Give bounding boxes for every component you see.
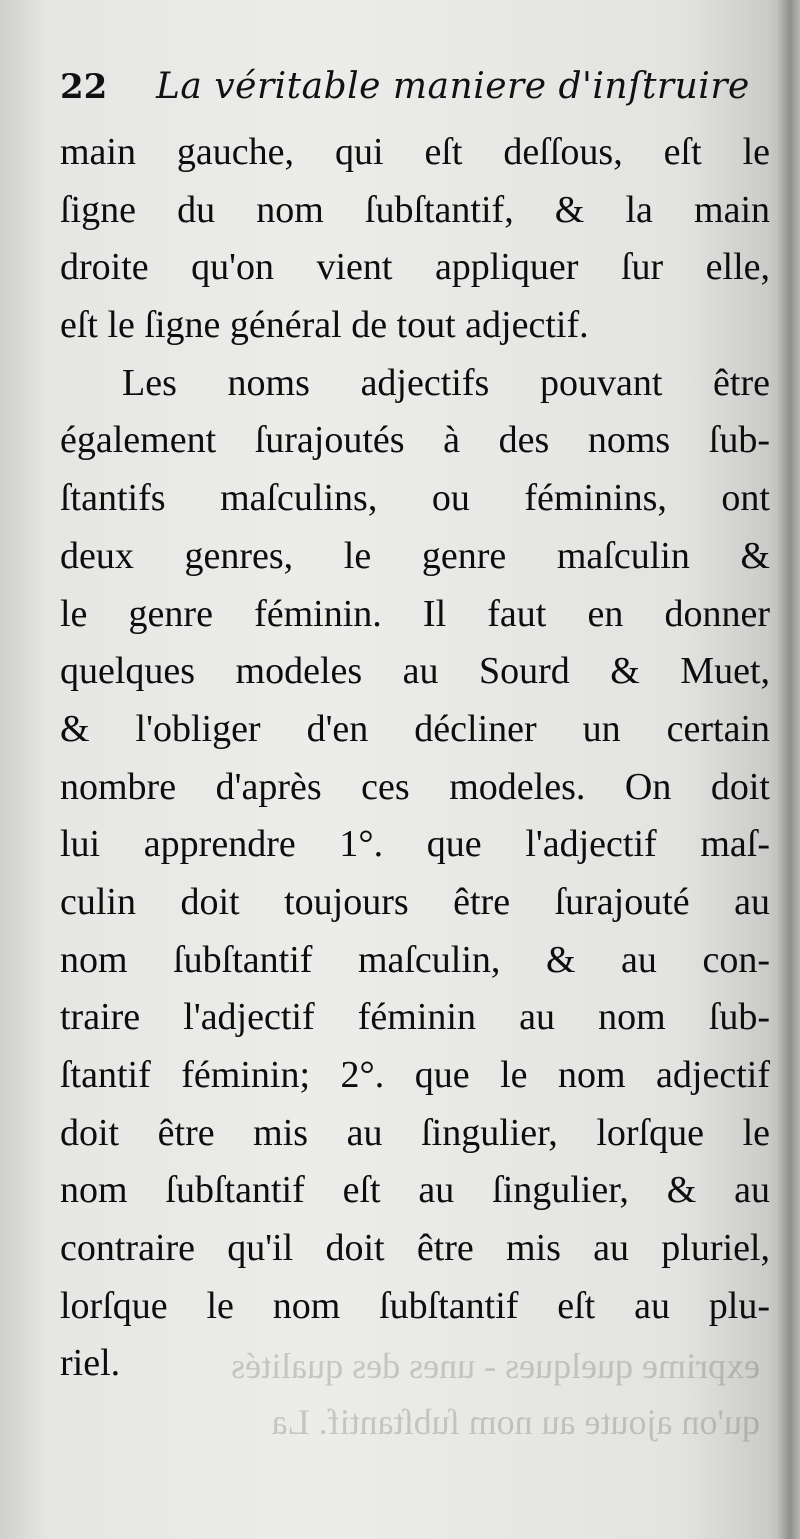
text-line: ſtantif féminin; 2°. que le nom adjectif — [60, 1054, 770, 1096]
show-through-line: exprime quelques - unes des qualités — [231, 1346, 760, 1386]
text-line: le genre féminin. Il faut en donner — [60, 592, 770, 635]
text-line: quelques modeles au Sourd & Muet, — [60, 650, 770, 693]
text-line: nom ſubſtantif eſt au ſingulier, & au — [60, 1169, 770, 1212]
show-through-text — [70, 1338, 760, 1450]
page-edge-shadow — [778, 0, 800, 1539]
text-line: droite qu'on vient appliquer ſur elle, — [60, 246, 770, 289]
show-through-line: qu'on ajoute au nom ſubſtantif. La — [271, 1402, 760, 1442]
text-line: lui apprendre 1°. que l'adjectif maſ- — [60, 823, 770, 866]
text-line: ſtantifs maſculins, ou féminins, ont — [60, 477, 770, 520]
text-line: lorſque le nom ſubſtantif eſt au plu- — [60, 1284, 770, 1327]
text-line: également ſurajoutés à des noms ſub- — [60, 419, 770, 462]
running-title: La véritable maniere d'inſtruire — [156, 66, 750, 107]
text-line: & l'obliger d'en décliner un certain — [60, 707, 770, 750]
text-line: nombre d'après ces modeles. On doit — [60, 765, 770, 808]
text-line: ſigne du nom ſubſtantif, & la main — [60, 188, 770, 231]
text-line: traire l'adjectif féminin au nom ſub- — [60, 996, 770, 1039]
text-line: contraire qu'il doit être mis au pluriel, — [60, 1227, 770, 1270]
body-text — [60, 124, 770, 1393]
text-line: main gauche, qui eſt deſſous, eſt le — [60, 131, 770, 173]
text-line: culin doit toujours être ſurajouté au — [60, 880, 770, 923]
text-line: deux genres, le genre maſculin & — [60, 534, 770, 577]
paragraph-start-line: Les noms adjectifs pouvant être — [122, 361, 770, 404]
page-header — [60, 62, 760, 112]
text-line: riel. — [60, 1342, 121, 1385]
text-line: nom ſubſtantif maſculin, & au con- — [60, 938, 770, 981]
page-number: 22 — [60, 67, 108, 107]
text-line: doit être mis au ſingulier, lorſque le — [60, 1111, 770, 1154]
text-line: eſt le ſigne général de tout adjectif. — [60, 304, 589, 347]
